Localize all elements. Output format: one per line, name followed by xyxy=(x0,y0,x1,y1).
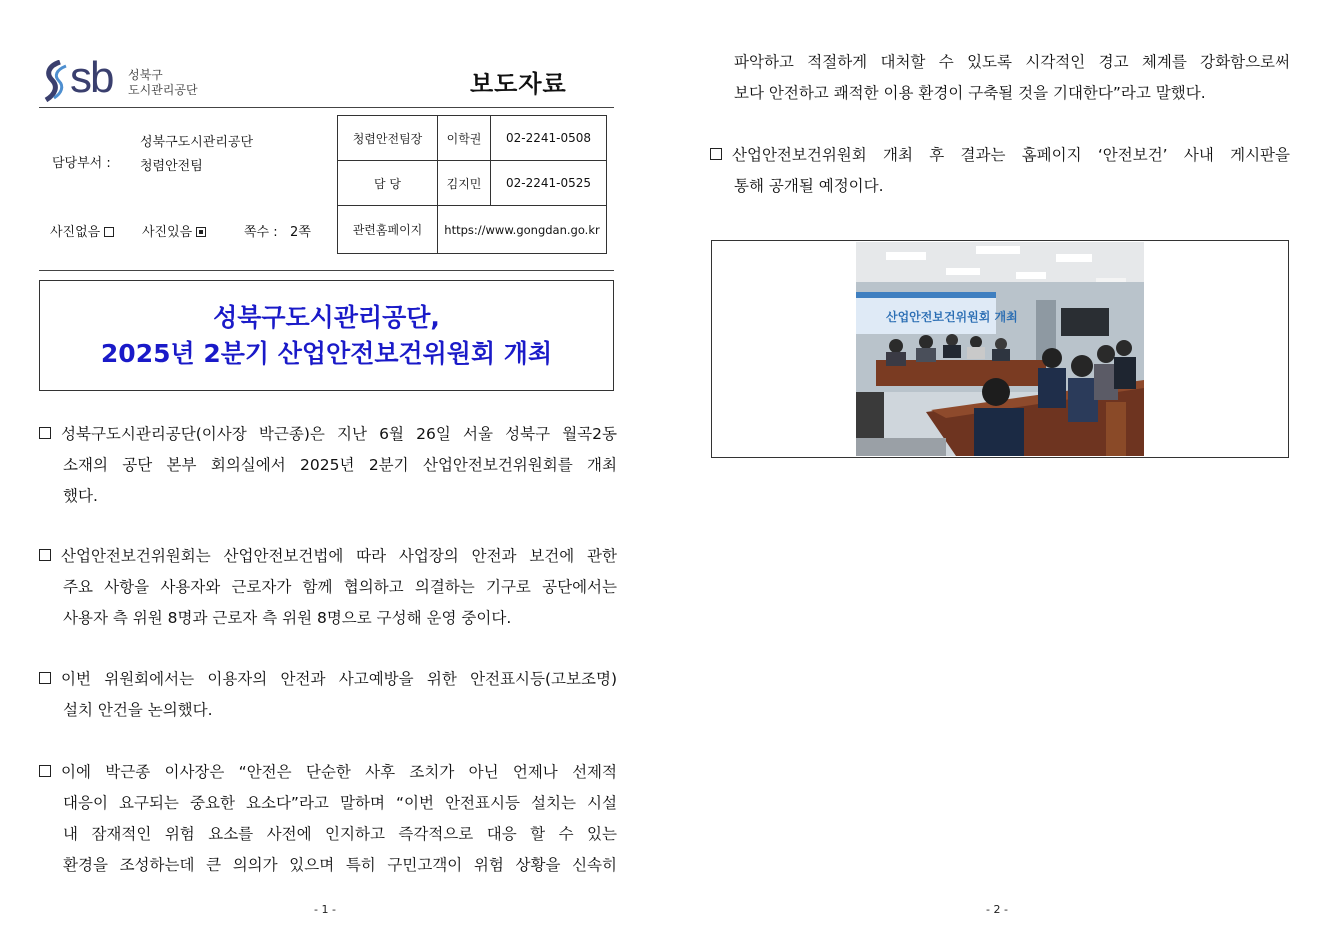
bullet-box-icon xyxy=(39,672,51,684)
meeting-photo-image xyxy=(856,242,1144,456)
banner-text: 산업안전보건위원회 개최 xyxy=(886,310,1018,324)
contact-phone: 02-2241-0508 xyxy=(491,116,607,161)
headline-box xyxy=(39,280,614,391)
photo-frame xyxy=(711,240,1289,458)
dept-name: 성북구도시관리공단 xyxy=(140,135,254,150)
photo-option: 사진있음 xyxy=(142,221,206,240)
logo-mark-icon xyxy=(42,60,72,104)
contact-row xyxy=(338,161,607,206)
contact-row xyxy=(338,116,607,161)
organization-logo xyxy=(42,53,202,106)
press-release-title: 보도자료 xyxy=(470,70,567,98)
paragraph-4-continued: 파악하고 적절하게 대처할 수 있도록 시각적인 경고 체계를 강화함으로써 보다 안전하고 쾌적한 이용 환경이 구축될 것을 기대한다”라고 말했다. xyxy=(734,53,1290,102)
contact-name: 이학권 xyxy=(438,116,491,161)
page-count: 쪽수 : 2쪽 xyxy=(244,225,311,240)
bullet-box-icon xyxy=(39,549,51,561)
bullet-box-icon xyxy=(39,765,51,777)
meeting-photo xyxy=(856,242,1144,456)
contact-role: 청렴안전팀장 xyxy=(338,116,438,161)
bullet-box-icon xyxy=(710,148,722,160)
paragraph-3: 이번 위원회에서는 이용자의 안전과 사고예방을 위한 안전표시등(고보조명) 설치 안건을 논의했다. xyxy=(39,664,617,726)
contact-phone: 02-2241-0525 xyxy=(491,161,607,206)
page-number-1: - 1 - xyxy=(314,903,336,916)
photo-checkbox xyxy=(196,227,206,237)
contact-table xyxy=(337,115,607,254)
logo-wordmark: sb xyxy=(70,53,113,102)
headline-line-2: 2025년 2분기 산업안전보건위원회 개최 xyxy=(100,339,553,368)
info-divider xyxy=(39,270,614,271)
paragraph-5: 산업안전보건위원회 개최 후 결과는 홈페이지 ‘안전보건’ 사내 게시판을 통해 공개될 예정이다. xyxy=(710,140,1290,202)
headline-line-1: 성북구도시관리공단, xyxy=(213,303,440,332)
bullet-box-icon xyxy=(39,427,51,439)
dept-team: 청렴안전팀 xyxy=(140,159,203,174)
homepage-url[interactable]: https://www.gongdan.go.kr xyxy=(438,206,607,254)
paragraph-4: 이에 박근종 이사장은 “안전은 단순한 사후 조치가 아닌 언제나 선제적 대응이 요구되는 중요한 요소다”라고 말하며 “이번 안전표시등 설치는 시설 내 잠재적인 위험 요소를 사전에 인지하고 즉각적으로 대응 할 수 있는 환경을 조성하는데 큰 의의가 있으며 특히 구민고객이 위험 상황을 신속히 xyxy=(39,757,617,881)
paragraph-1: 성북구도시관리공단(이사장 박근종)은 지난 6월 26일 서울 성북구 월곡2동 소재의 공단 본부 회의실에서 2025년 2분기 산업안전보건위원회를 개최 했다. xyxy=(39,419,617,512)
logo-org-name: 성북구 도시관리공단 xyxy=(128,68,198,97)
contact-role: 담 당 xyxy=(338,161,438,206)
header-divider xyxy=(39,107,614,108)
dept-label: 담당부서 : xyxy=(52,156,111,171)
page-number-2: - 2 - xyxy=(986,903,1008,916)
contact-row xyxy=(338,206,607,254)
no-photo-option: 사진없음 xyxy=(50,221,114,240)
homepage-label: 관련홈페이지 xyxy=(338,206,438,254)
no-photo-checkbox xyxy=(104,227,114,237)
contact-name: 김지민 xyxy=(438,161,491,206)
paragraph-2: 산업안전보건위원회는 산업안전보건법에 따라 사업장의 안전과 보건에 관한 주요 사항을 사용자와 근로자가 함께 협의하고 의결하는 기구로 공단에서는 사용자 측 위원 8명과 근로자 측 위원 8명으로 구성해 운영 중이다. xyxy=(39,541,617,634)
